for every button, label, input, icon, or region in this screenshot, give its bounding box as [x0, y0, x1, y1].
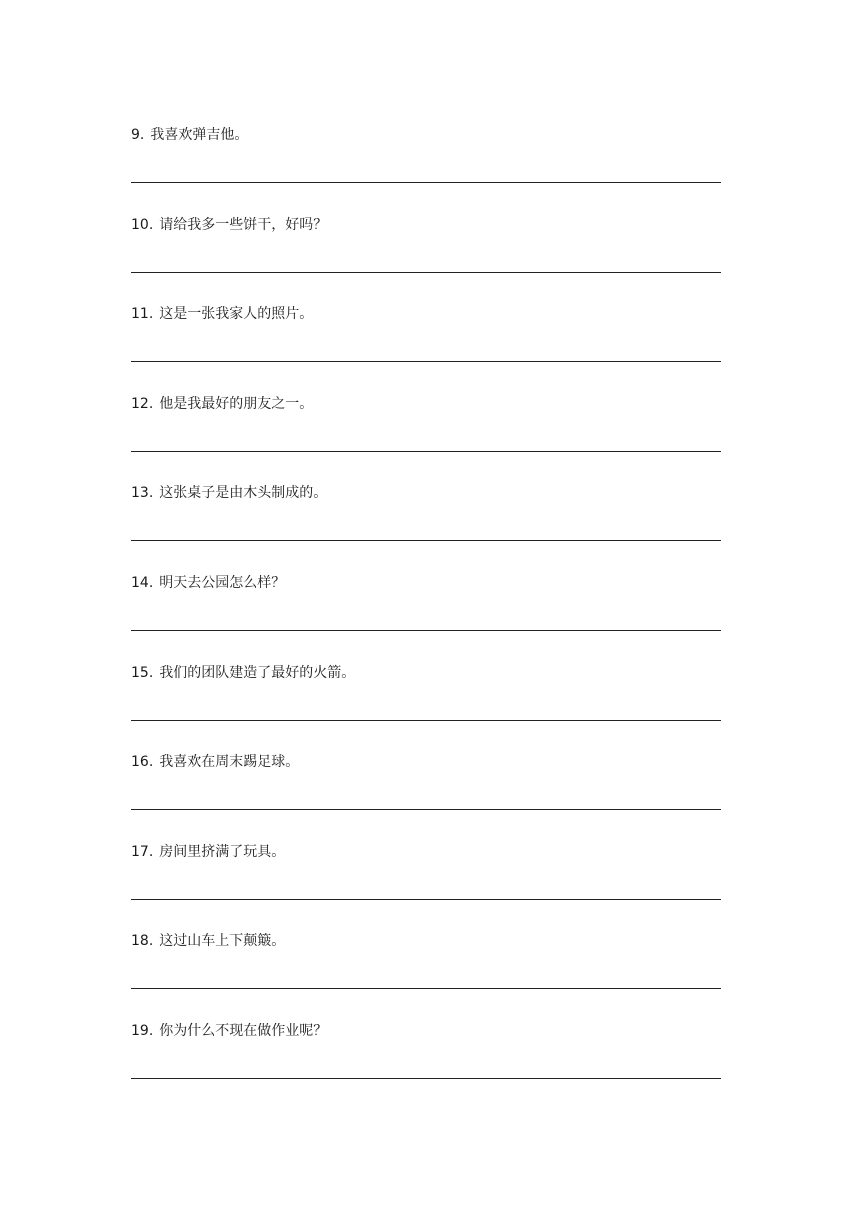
question-text [131, 126, 248, 144]
question-item-12 [131, 395, 721, 485]
question-item-11 [131, 305, 721, 395]
question-item-17 [131, 843, 721, 933]
question-item-15 [131, 664, 721, 754]
question-sentence: 他是我最好的朋友之一。 [159, 396, 314, 412]
question-number: 13. [131, 485, 154, 501]
question-sentence: 请给我多一些饼干，好吗？ [159, 217, 328, 233]
question-number: 11. [131, 306, 154, 322]
question-sentence: 房间里挤满了玩具。 [159, 844, 286, 860]
question-sentence: 我喜欢弹吉他。 [150, 127, 249, 143]
answer-line[interactable] [131, 899, 721, 900]
question-number: 17. [131, 844, 154, 860]
question-sentence: 我们的团队建造了最好的火箭。 [159, 665, 356, 681]
question-sentence: 明天去公园怎么样？ [159, 575, 286, 591]
answer-line[interactable] [131, 451, 721, 452]
question-text [131, 305, 313, 323]
question-item-16 [131, 753, 721, 843]
question-text [131, 216, 327, 234]
question-text [131, 484, 327, 502]
question-text [131, 1022, 327, 1040]
question-number: 16. [131, 754, 154, 770]
question-text [131, 753, 299, 771]
question-text [131, 843, 285, 861]
answer-line[interactable] [131, 988, 721, 989]
answer-line[interactable] [131, 361, 721, 362]
question-number: 12. [131, 396, 154, 412]
question-number: 19. [131, 1023, 154, 1039]
question-text [131, 574, 285, 592]
question-text [131, 664, 355, 682]
answer-line[interactable] [131, 809, 721, 810]
question-number: 9. [131, 127, 145, 143]
question-sentence: 这过山车上下颠簸。 [159, 933, 286, 949]
question-number: 18. [131, 933, 154, 949]
question-item-13 [131, 484, 721, 574]
answer-line[interactable] [131, 182, 721, 183]
question-sentence: 你为什么不现在做作业呢？ [159, 1023, 328, 1039]
question-number: 10. [131, 217, 154, 233]
question-item-10 [131, 216, 721, 306]
question-item-9 [131, 126, 721, 216]
answer-line[interactable] [131, 540, 721, 541]
question-text [131, 932, 285, 950]
question-item-18 [131, 932, 721, 1022]
question-number: 15. [131, 665, 154, 681]
question-sentence: 我喜欢在周末踢足球。 [159, 754, 300, 770]
question-number: 14. [131, 575, 154, 591]
answer-line[interactable] [131, 272, 721, 273]
answer-line[interactable] [131, 720, 721, 721]
question-sentence: 这张桌子是由木头制成的。 [159, 485, 328, 501]
question-item-14 [131, 574, 721, 664]
question-item-19 [131, 1022, 721, 1112]
question-text [131, 395, 313, 413]
answer-line[interactable] [131, 1078, 721, 1079]
answer-line[interactable] [131, 630, 721, 631]
question-sentence: 这是一张我家人的照片。 [159, 306, 314, 322]
